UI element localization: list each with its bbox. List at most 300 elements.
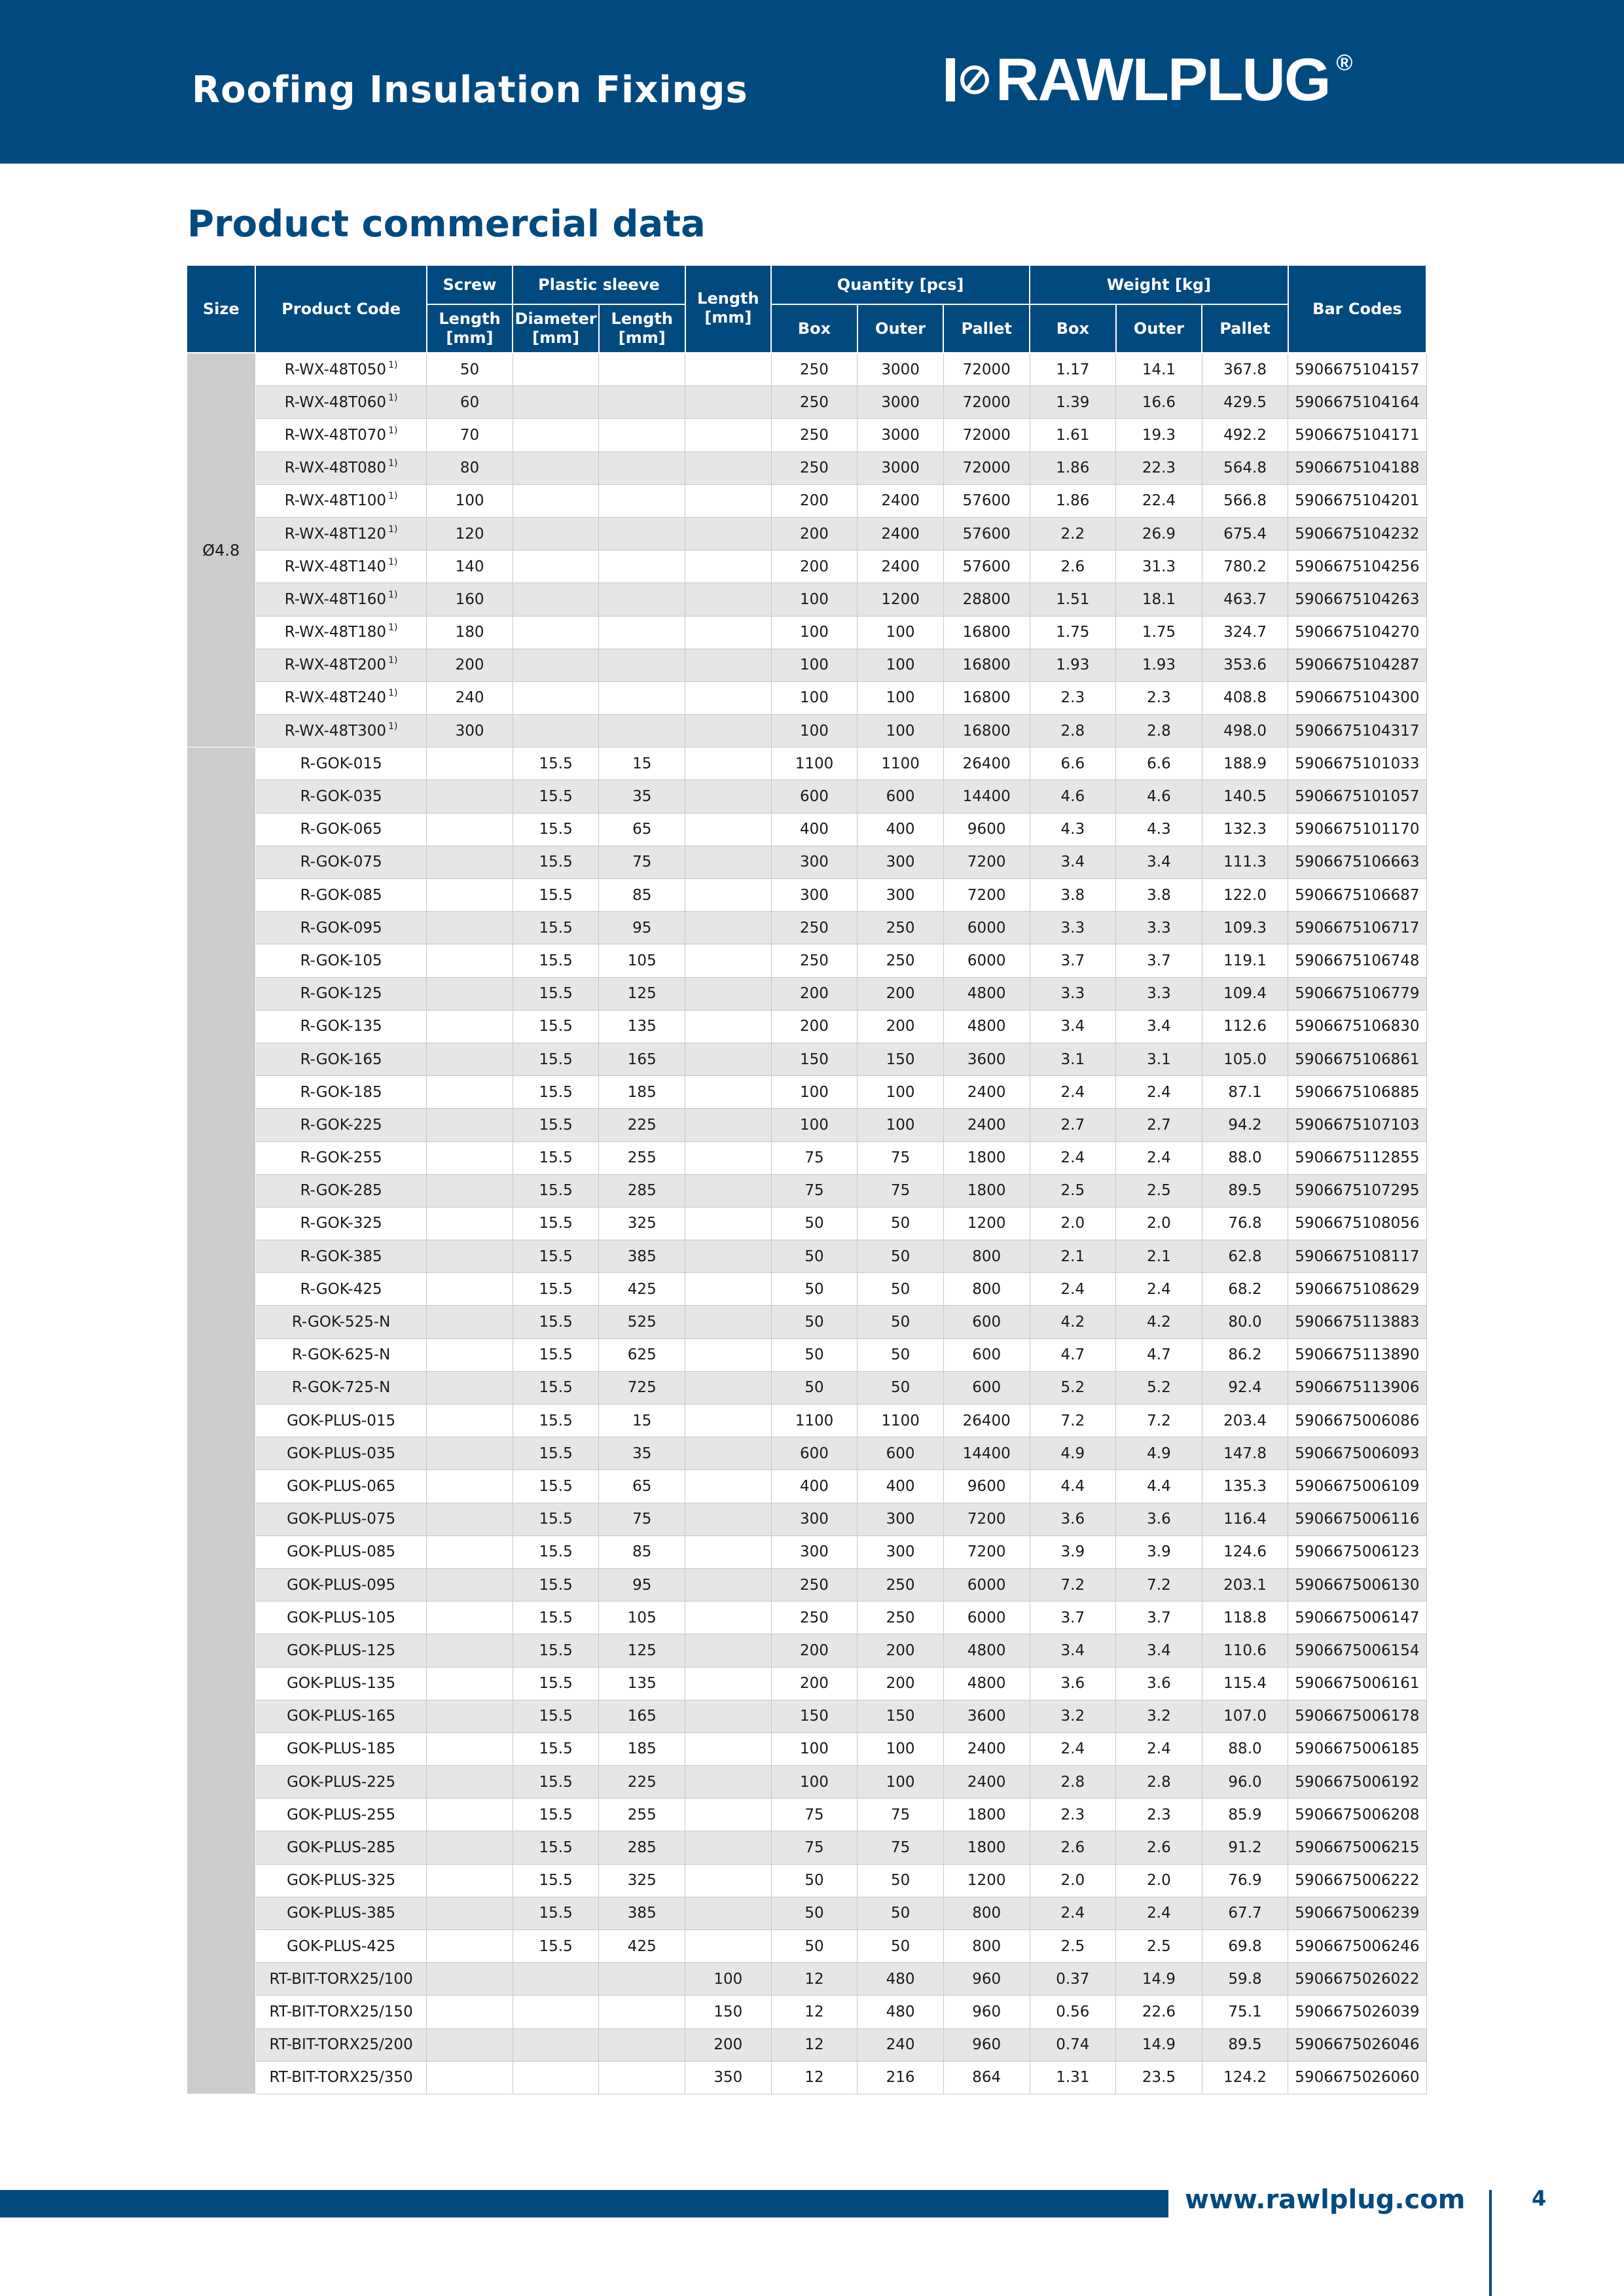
screw-length-cell <box>427 1470 513 1503</box>
sleeve-length-cell: 85 <box>599 879 685 912</box>
qty-pallet-cell: 1800 <box>943 1799 1030 1831</box>
weight-outer-cell: 4.9 <box>1116 1437 1202 1470</box>
weight-pallet-cell: 111.3 <box>1202 846 1288 878</box>
qty-outer-cell: 100 <box>857 1076 944 1109</box>
weight-pallet-cell: 408.8 <box>1202 681 1288 714</box>
table-row <box>187 353 1426 386</box>
qty-pallet-cell: 2400 <box>943 1766 1030 1799</box>
weight-box-cell: 1.39 <box>1030 386 1116 419</box>
table-row <box>187 879 1426 912</box>
screw-length-cell <box>427 1437 513 1470</box>
qty-box-cell: 100 <box>771 1109 857 1141</box>
weight-pallet-cell: 68.2 <box>1202 1273 1288 1306</box>
footer-divider <box>1489 2190 1492 2296</box>
screw-length-cell <box>427 1930 513 1963</box>
screw-length-cell: 200 <box>427 649 513 681</box>
sleeve-diameter-cell <box>513 419 599 452</box>
qty-box-cell: 300 <box>771 846 857 878</box>
weight-outer-cell: 22.3 <box>1116 452 1202 484</box>
sleeve-length-cell <box>599 583 685 616</box>
qty-pallet-cell: 7200 <box>943 846 1030 878</box>
length-cell <box>685 1700 772 1732</box>
qty-pallet-cell: 7200 <box>943 879 1030 912</box>
sleeve-length-cell: 135 <box>599 1010 685 1043</box>
product-code: R-GOK-385 <box>300 1247 382 1265</box>
sleeve-length-cell <box>599 550 685 583</box>
sleeve-diameter-cell: 15.5 <box>513 912 599 944</box>
qty-box-cell: 12 <box>771 1963 857 1996</box>
sleeve-diameter-cell: 15.5 <box>513 1141 599 1174</box>
sleeve-diameter-cell: 15.5 <box>513 1306 599 1338</box>
weight-outer-cell: 2.3 <box>1116 681 1202 714</box>
table-row <box>187 1371 1426 1404</box>
product-code-cell <box>255 879 426 912</box>
sleeve-length-cell: 425 <box>599 1930 685 1963</box>
qty-outer-cell: 100 <box>857 715 944 747</box>
weight-box-cell: 3.7 <box>1030 944 1116 977</box>
product-code-cell <box>255 715 426 747</box>
bar-code-cell: 5906675104201 <box>1288 484 1426 517</box>
qty-box-cell: 200 <box>771 1010 857 1043</box>
weight-outer-cell: 22.6 <box>1116 1996 1202 2028</box>
bar-code-cell: 5906675006147 <box>1288 1602 1426 1634</box>
product-code: RT-BIT-TORX25/350 <box>269 2069 413 2087</box>
table-row <box>187 1174 1426 1207</box>
sleeve-diameter-cell: 15.5 <box>513 1667 599 1700</box>
sleeve-diameter-cell <box>513 1963 599 1996</box>
product-code-cell <box>255 1930 426 1963</box>
product-code-cell <box>255 1831 426 1864</box>
sleeve-diameter-cell: 15.5 <box>513 1634 599 1667</box>
qty-outer-cell: 250 <box>857 1568 944 1601</box>
weight-outer-cell: 2.5 <box>1116 1174 1202 1207</box>
length-cell <box>685 1732 772 1765</box>
length-cell <box>685 1602 772 1634</box>
product-code: R-WX-48T180 <box>284 624 387 641</box>
product-code-cell <box>255 484 426 517</box>
product-code: R-WX-48T100 <box>284 492 387 510</box>
weight-pallet-cell: 109.3 <box>1202 912 1288 944</box>
length-cell <box>685 1141 772 1174</box>
weight-box-cell: 2.3 <box>1030 681 1116 714</box>
product-code-cell <box>255 846 426 878</box>
length-cell <box>685 1634 772 1667</box>
footnote-marker: 1) <box>388 655 398 666</box>
product-code: GOK-PLUS-135 <box>287 1675 396 1693</box>
table-row <box>187 1799 1426 1831</box>
length-cell <box>685 977 772 1010</box>
bar-code-cell: 5906675106885 <box>1288 1076 1426 1109</box>
weight-box-cell: 2.4 <box>1030 1897 1116 1929</box>
qty-pallet-cell: 57600 <box>943 517 1030 550</box>
sleeve-length-cell <box>599 353 685 386</box>
product-code: R-GOK-725-N <box>291 1379 391 1397</box>
sleeve-diameter-cell: 15.5 <box>513 846 599 878</box>
screw-length-cell <box>427 1897 513 1929</box>
product-code-cell <box>255 649 426 681</box>
weight-pallet-cell: 119.1 <box>1202 944 1288 977</box>
qty-pallet-cell: 864 <box>943 2061 1030 2094</box>
weight-box-cell: 1.17 <box>1030 353 1116 386</box>
qty-box-cell: 100 <box>771 681 857 714</box>
length-cell <box>685 583 772 616</box>
length-cell <box>685 846 772 878</box>
weight-box-cell: 1.61 <box>1030 419 1116 452</box>
weight-pallet-cell: 116.4 <box>1202 1503 1288 1535</box>
qty-outer-cell: 200 <box>857 1634 944 1667</box>
qty-box-cell: 12 <box>771 2028 857 2061</box>
sleeve-diameter-cell <box>513 583 599 616</box>
bar-code-cell: 5906675006086 <box>1288 1405 1426 1437</box>
qty-outer-cell: 240 <box>857 2028 944 2061</box>
sleeve-diameter-cell <box>513 550 599 583</box>
screw-length-cell <box>427 1240 513 1273</box>
sleeve-diameter-cell <box>513 452 599 484</box>
sleeve-diameter-cell: 15.5 <box>513 1240 599 1273</box>
bar-code-cell: 5906675106748 <box>1288 944 1426 977</box>
bar-code-cell: 5906675113890 <box>1288 1338 1426 1371</box>
qty-pallet-cell: 14400 <box>943 1437 1030 1470</box>
qty-outer-cell: 75 <box>857 1174 944 1207</box>
weight-box-cell: 2.8 <box>1030 715 1116 747</box>
weight-box-cell: 4.2 <box>1030 1306 1116 1338</box>
length-cell <box>685 1043 772 1075</box>
table-row <box>187 550 1426 583</box>
header-bar-codes: Bar Codes <box>1288 265 1426 353</box>
screw-length-cell <box>427 1141 513 1174</box>
weight-box-cell: 2.0 <box>1030 1864 1116 1897</box>
sleeve-length-cell: 255 <box>599 1141 685 1174</box>
screw-length-cell <box>427 780 513 813</box>
length-cell <box>685 1405 772 1437</box>
weight-outer-cell: 3.4 <box>1116 1634 1202 1667</box>
length-cell <box>685 1371 772 1404</box>
sleeve-diameter-cell <box>513 2061 599 2094</box>
qty-pallet-cell: 16800 <box>943 681 1030 714</box>
qty-box-cell: 400 <box>771 813 857 846</box>
weight-box-cell: 3.6 <box>1030 1667 1116 1700</box>
product-code-cell <box>255 1799 426 1831</box>
table-row <box>187 1141 1426 1174</box>
weight-outer-cell: 3.2 <box>1116 1700 1202 1732</box>
weight-box-cell: 2.0 <box>1030 1207 1116 1240</box>
length-cell <box>685 1109 772 1141</box>
sleeve-length-cell: 125 <box>599 1634 685 1667</box>
bar-code-cell: 5906675101170 <box>1288 813 1426 846</box>
table-row <box>187 452 1426 484</box>
bar-code-cell: 5906675006130 <box>1288 1568 1426 1601</box>
product-code: GOK-PLUS-075 <box>287 1511 396 1528</box>
weight-pallet-cell: 62.8 <box>1202 1240 1288 1273</box>
sleeve-length-cell <box>599 517 685 550</box>
screw-length-cell <box>427 1338 513 1371</box>
product-code: R-WX-48T300 <box>284 722 387 740</box>
weight-outer-cell: 4.3 <box>1116 813 1202 846</box>
weight-box-cell: 0.37 <box>1030 1963 1116 1996</box>
table-row <box>187 846 1426 878</box>
weight-pallet-cell: 132.3 <box>1202 813 1288 846</box>
sleeve-diameter-cell <box>513 517 599 550</box>
length-cell <box>685 649 772 681</box>
sleeve-diameter-cell: 15.5 <box>513 1766 599 1799</box>
footer-website-link[interactable]: www.rawlplug.com <box>1185 2185 1466 2215</box>
table-row <box>187 1109 1426 1141</box>
product-code: R-WX-48T120 <box>284 525 387 543</box>
screw-length-cell <box>427 1996 513 2028</box>
footnote-marker: 1) <box>388 589 398 600</box>
sleeve-length-cell <box>599 386 685 419</box>
product-code-cell <box>255 944 426 977</box>
weight-outer-cell: 2.4 <box>1116 1273 1202 1306</box>
bar-code-cell: 5906675006178 <box>1288 1700 1426 1732</box>
weight-box-cell: 1.75 <box>1030 616 1116 649</box>
qty-box-cell: 50 <box>771 1930 857 1963</box>
bar-code-cell: 5906675006192 <box>1288 1766 1426 1799</box>
weight-box-cell: 2.7 <box>1030 1109 1116 1141</box>
weight-pallet-cell: 94.2 <box>1202 1109 1288 1141</box>
weight-outer-cell: 3.1 <box>1116 1043 1202 1075</box>
product-code: R-GOK-095 <box>300 919 382 937</box>
sleeve-diameter-cell: 15.5 <box>513 1503 599 1535</box>
sleeve-length-cell <box>599 681 685 714</box>
screw-length-cell: 80 <box>427 452 513 484</box>
table-row <box>187 517 1426 550</box>
product-code: RT-BIT-TORX25/150 <box>269 2003 413 2020</box>
bar-code-cell: 5906675104317 <box>1288 715 1426 747</box>
product-code: R-GOK-255 <box>300 1149 382 1167</box>
table-row <box>187 1470 1426 1503</box>
product-code-cell <box>255 517 426 550</box>
product-code-cell <box>255 1273 426 1306</box>
qty-outer-cell: 150 <box>857 1700 944 1732</box>
page-number: 4 <box>1532 2186 1547 2211</box>
qty-outer-cell: 50 <box>857 1240 944 1273</box>
bar-code-cell: 5906675104164 <box>1288 386 1426 419</box>
qty-box-cell: 50 <box>771 1338 857 1371</box>
product-code-cell <box>255 616 426 649</box>
sleeve-diameter-cell: 15.5 <box>513 1405 599 1437</box>
qty-outer-cell: 400 <box>857 813 944 846</box>
product-code: R-GOK-085 <box>300 886 382 904</box>
header-size: Size <box>187 265 255 353</box>
table-row <box>187 1338 1426 1371</box>
sleeve-length-cell: 385 <box>599 1897 685 1929</box>
qty-box-cell: 200 <box>771 484 857 517</box>
screw-length-cell <box>427 1963 513 1996</box>
sleeve-length-cell: 35 <box>599 780 685 813</box>
qty-pallet-cell: 800 <box>943 1930 1030 1963</box>
product-code: R-WX-48T050 <box>284 361 387 378</box>
weight-outer-cell: 2.6 <box>1116 1831 1202 1864</box>
qty-outer-cell: 2400 <box>857 550 944 583</box>
bar-code-cell: 5906675108629 <box>1288 1273 1426 1306</box>
qty-box-cell: 100 <box>771 715 857 747</box>
table-row <box>187 1831 1426 1864</box>
weight-pallet-cell: 118.8 <box>1202 1602 1288 1634</box>
sleeve-length-cell <box>599 419 685 452</box>
table-row <box>187 616 1426 649</box>
qty-pallet-cell: 1800 <box>943 1141 1030 1174</box>
screw-length-cell <box>427 846 513 878</box>
bar-code-cell: 5906675104157 <box>1288 353 1426 386</box>
weight-pallet-cell: 96.0 <box>1202 1766 1288 1799</box>
weight-outer-cell: 4.2 <box>1116 1306 1202 1338</box>
product-code-cell <box>255 1109 426 1141</box>
qty-outer-cell: 100 <box>857 1109 944 1141</box>
bar-code-cell: 5906675006215 <box>1288 1831 1426 1864</box>
product-code: GOK-PLUS-165 <box>287 1708 396 1725</box>
length-cell <box>685 912 772 944</box>
qty-box-cell: 100 <box>771 583 857 616</box>
weight-pallet-cell: 76.9 <box>1202 1864 1288 1897</box>
weight-box-cell: 0.74 <box>1030 2028 1116 2061</box>
product-code: R-GOK-135 <box>300 1018 382 1035</box>
length-cell <box>685 813 772 846</box>
qty-box-cell: 50 <box>771 1306 857 1338</box>
screw-length-cell <box>427 2028 513 2061</box>
bar-code-cell: 5906675006116 <box>1288 1503 1426 1535</box>
weight-outer-cell: 14.1 <box>1116 353 1202 386</box>
qty-outer-cell: 150 <box>857 1043 944 1075</box>
table-row <box>187 1568 1426 1601</box>
qty-box-cell: 50 <box>771 1371 857 1404</box>
product-code-cell <box>255 1470 426 1503</box>
qty-box-cell: 50 <box>771 1273 857 1306</box>
screw-length-cell <box>427 1207 513 1240</box>
qty-box-cell: 200 <box>771 550 857 583</box>
screw-length-cell <box>427 1667 513 1700</box>
qty-pallet-cell: 4800 <box>943 1667 1030 1700</box>
product-code: GOK-PLUS-225 <box>287 1773 396 1791</box>
header-plastic-sleeve: Plastic sleeve <box>513 265 685 304</box>
weight-box-cell: 3.3 <box>1030 977 1116 1010</box>
screw-length-cell: 120 <box>427 517 513 550</box>
qty-outer-cell: 50 <box>857 1306 944 1338</box>
page-header <box>0 0 1624 164</box>
qty-pallet-cell: 6000 <box>943 1568 1030 1601</box>
qty-outer-cell: 200 <box>857 1010 944 1043</box>
qty-outer-cell: 50 <box>857 1273 944 1306</box>
table-row <box>187 681 1426 714</box>
screw-length-cell <box>427 2061 513 2094</box>
header-sleeve-diameter: Diameter [mm] <box>513 304 599 353</box>
product-code-cell <box>255 1963 426 1996</box>
bar-code-cell: 5906675106663 <box>1288 846 1426 878</box>
length-cell <box>685 780 772 813</box>
bar-code-cell: 5906675104171 <box>1288 419 1426 452</box>
qty-outer-cell: 250 <box>857 944 944 977</box>
table-row <box>187 1503 1426 1535</box>
weight-box-cell: 1.86 <box>1030 452 1116 484</box>
product-code: R-GOK-105 <box>300 952 382 969</box>
weight-outer-cell: 2.5 <box>1116 1930 1202 1963</box>
weight-pallet-cell: 124.2 <box>1202 2061 1288 2094</box>
qty-pallet-cell: 16800 <box>943 649 1030 681</box>
weight-box-cell: 6.6 <box>1030 747 1116 780</box>
qty-pallet-cell: 28800 <box>943 583 1030 616</box>
product-code: RT-BIT-TORX25/100 <box>269 1970 413 1988</box>
length-cell <box>685 715 772 747</box>
length-cell <box>685 1667 772 1700</box>
sleeve-length-cell: 185 <box>599 1732 685 1765</box>
weight-pallet-cell: 89.5 <box>1202 2028 1288 2061</box>
footnote-marker: 1) <box>388 425 398 436</box>
qty-box-cell: 100 <box>771 649 857 681</box>
header-screw: Screw <box>427 265 513 304</box>
qty-outer-cell: 100 <box>857 681 944 714</box>
product-code-cell <box>255 1766 426 1799</box>
screw-length-cell <box>427 1700 513 1732</box>
length-cell <box>685 1930 772 1963</box>
length-cell <box>685 1174 772 1207</box>
sleeve-length-cell: 15 <box>599 1405 685 1437</box>
header-title: Roofing Insulation Fixings <box>192 69 748 111</box>
weight-pallet-cell: 69.8 <box>1202 1930 1288 1963</box>
qty-box-cell: 75 <box>771 1141 857 1174</box>
qty-box-cell: 200 <box>771 1667 857 1700</box>
bar-code-cell: 5906675006154 <box>1288 1634 1426 1667</box>
length-cell: 350 <box>685 2061 772 2094</box>
product-code-cell <box>255 1141 426 1174</box>
qty-box-cell: 250 <box>771 1602 857 1634</box>
rawlplug-logo-icon <box>946 56 989 104</box>
weight-pallet-cell: 122.0 <box>1202 879 1288 912</box>
table-row <box>187 1864 1426 1897</box>
weight-box-cell: 2.4 <box>1030 1273 1116 1306</box>
weight-box-cell: 4.3 <box>1030 813 1116 846</box>
weight-box-cell: 2.4 <box>1030 1732 1116 1765</box>
weight-outer-cell: 4.7 <box>1116 1338 1202 1371</box>
qty-outer-cell: 50 <box>857 1864 944 1897</box>
weight-outer-cell: 2.0 <box>1116 1207 1202 1240</box>
product-code: R-GOK-125 <box>300 985 382 1003</box>
length-cell <box>685 550 772 583</box>
bar-code-cell: 5906675107103 <box>1288 1109 1426 1141</box>
sleeve-diameter-cell <box>513 2028 599 2061</box>
weight-pallet-cell: 203.1 <box>1202 1568 1288 1601</box>
table-row <box>187 1535 1426 1568</box>
product-code-cell <box>255 419 426 452</box>
weight-pallet-cell: 75.1 <box>1202 1996 1288 2028</box>
qty-pallet-cell: 600 <box>943 1371 1030 1404</box>
weight-outer-cell: 2.3 <box>1116 1799 1202 1831</box>
qty-pallet-cell: 4800 <box>943 977 1030 1010</box>
header-weight-outer: Outer <box>1116 304 1202 353</box>
weight-box-cell: 2.6 <box>1030 550 1116 583</box>
qty-pallet-cell: 2400 <box>943 1076 1030 1109</box>
weight-box-cell: 3.4 <box>1030 1634 1116 1667</box>
product-code-cell <box>255 1503 426 1535</box>
length-cell <box>685 1306 772 1338</box>
sleeve-length-cell: 185 <box>599 1076 685 1109</box>
qty-outer-cell: 100 <box>857 649 944 681</box>
sleeve-diameter-cell: 15.5 <box>513 944 599 977</box>
table-row <box>187 1437 1426 1470</box>
table-row <box>187 912 1426 944</box>
sleeve-length-cell: 35 <box>599 1437 685 1470</box>
qty-pallet-cell: 72000 <box>943 419 1030 452</box>
footnote-marker: 1) <box>388 556 398 567</box>
sleeve-diameter-cell: 15.5 <box>513 879 599 912</box>
product-code-cell <box>255 1043 426 1075</box>
table-row <box>187 1996 1426 2028</box>
sleeve-diameter-cell: 15.5 <box>513 1273 599 1306</box>
product-code-cell <box>255 1437 426 1470</box>
weight-pallet-cell: 91.2 <box>1202 1831 1288 1864</box>
weight-box-cell: 4.4 <box>1030 1470 1116 1503</box>
sleeve-diameter-cell: 15.5 <box>513 1207 599 1240</box>
weight-pallet-cell: 105.0 <box>1202 1043 1288 1075</box>
